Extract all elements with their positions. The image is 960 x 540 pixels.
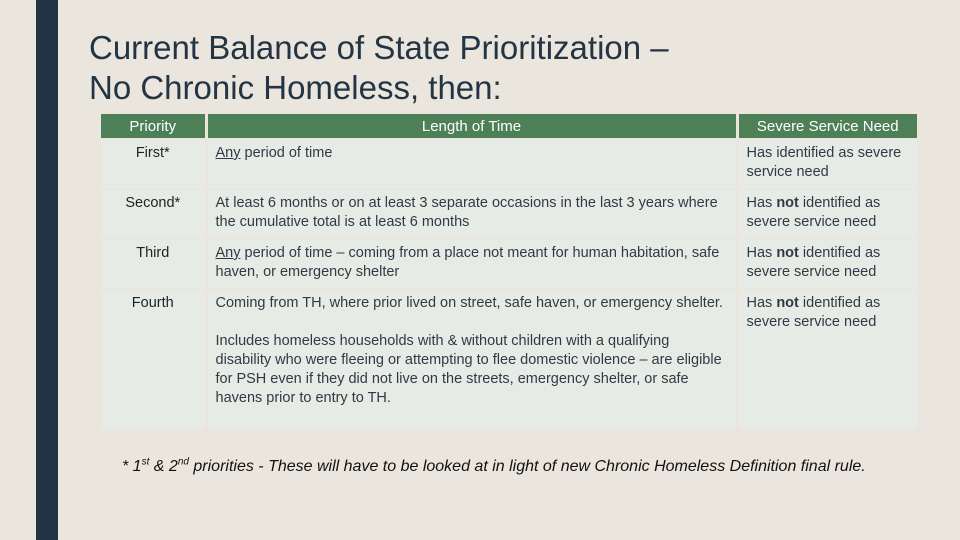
table-row xyxy=(101,189,917,239)
table-row xyxy=(101,289,917,429)
table-row xyxy=(101,139,917,189)
length-cell xyxy=(206,189,737,239)
header-length-of-time: Length of Time xyxy=(206,114,737,139)
need-emphasis: not xyxy=(776,245,799,261)
title-line-2: No Chronic Homeless, then: xyxy=(89,69,502,106)
footnote-star: * xyxy=(122,458,133,475)
length-extra-text: Includes homeless households with & without children with a qualifying disability who were fleeing or attempting to flee domestic violence – are eligible for PSH even if they did not live on the streets, emergency shelter, or safe havens prior to entry to TH. xyxy=(215,333,722,406)
length-text: At least 6 months or on at least 3 separate occasions in the last 3 years where the cumulative total is at least 6 months xyxy=(215,195,718,230)
length-cell xyxy=(206,139,737,189)
footnote xyxy=(122,456,912,478)
footnote-sup: nd xyxy=(177,456,189,468)
priority-cell: First* xyxy=(101,139,206,189)
slide-title xyxy=(89,28,669,108)
need-emphasis: not xyxy=(776,195,799,211)
need-text: identified as severe service need xyxy=(746,245,881,280)
length-text: Coming from TH, where prior lived on street, safe haven, or emergency shelter. xyxy=(215,295,723,311)
length-cell xyxy=(206,289,737,429)
length-text: period of time – coming from a place not meant for human habitation, safe haven, or emergency shelter xyxy=(215,245,720,280)
emphasis-any: Any xyxy=(215,245,241,261)
need-cell xyxy=(737,289,917,429)
header-priority: Priority xyxy=(101,114,206,139)
need-text: Has xyxy=(746,295,777,311)
priority-cell: Second* xyxy=(101,189,206,239)
need-text: Has xyxy=(746,245,777,261)
table-row xyxy=(101,239,917,289)
need-cell xyxy=(737,189,917,239)
need-emphasis: not xyxy=(776,295,799,311)
footnote-text: 1 xyxy=(132,458,142,475)
emphasis-any: Any xyxy=(215,145,241,161)
need-cell xyxy=(737,239,917,289)
footnote-text: & 2 xyxy=(149,458,178,475)
accent-bar xyxy=(36,0,58,540)
priority-table xyxy=(101,114,917,429)
length-text: period of time xyxy=(240,145,333,161)
need-cell xyxy=(737,139,917,189)
need-text: Has identified as severe service need xyxy=(746,145,902,180)
need-text: identified as severe service need xyxy=(746,295,881,330)
footnote-text: priorities - These will have to be looked at in light of new Chronic Homeless Definition final rule. xyxy=(188,458,866,475)
priority-cell: Third xyxy=(101,239,206,289)
title-line-1: Current Balance of State Prioritization – xyxy=(89,29,669,66)
table-header-row xyxy=(101,114,917,139)
need-text: identified as severe service need xyxy=(746,195,881,230)
footnote-sup: st xyxy=(141,456,150,468)
length-cell xyxy=(206,239,737,289)
header-severe-service-need: Severe Service Need xyxy=(737,114,917,139)
priority-cell: Fourth xyxy=(101,289,206,429)
need-text: Has xyxy=(746,195,777,211)
